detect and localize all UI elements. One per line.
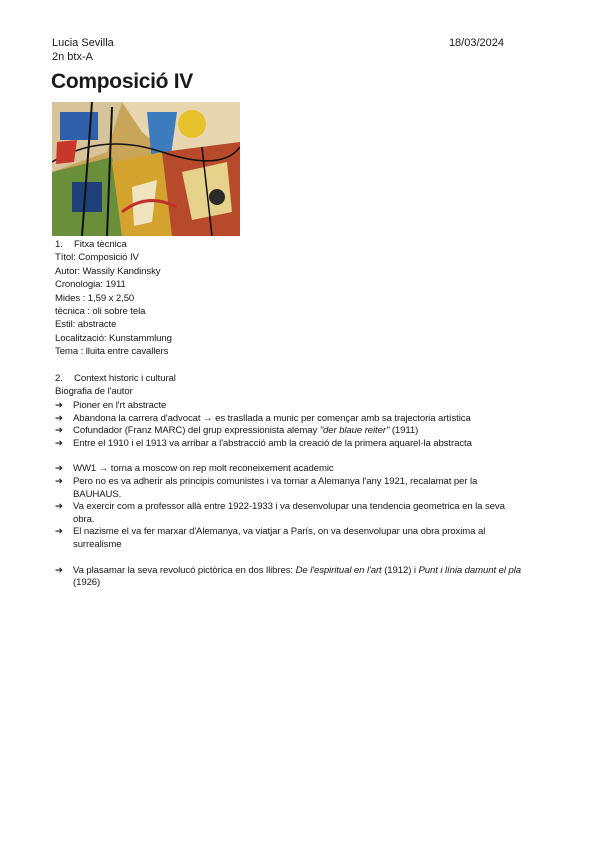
arrow-icon: ➔	[55, 501, 63, 513]
page-title: Composició IV	[51, 70, 193, 93]
document-date: 18/03/2024	[448, 37, 504, 49]
arrow-icon: ➔	[55, 437, 63, 449]
list-item: ➔ Abandona la carrera d'advocat → es trasllada a munic per començar amb sa trajectoria artística	[55, 412, 471, 424]
list-item: ➔ WW1 → torna a moscow on rep molt reconeixement academic	[55, 463, 334, 475]
section-context	[55, 372, 176, 399]
document-header	[52, 36, 504, 64]
arrow-icon: ➔	[55, 564, 63, 576]
sheet-line: Localització: Kunstammlung	[55, 332, 172, 344]
arrow-icon: ➔	[55, 425, 63, 437]
sheet-line: Estil: abstracte	[55, 319, 117, 331]
section-technical-sheet	[55, 238, 172, 359]
list-item: ➔ El nazisme el va fer marxar d'Alemanya, va viatjar a París, on va desenvolupar una obra proxima al surrealisme	[55, 526, 486, 550]
student-name: Lucia Sevilla	[52, 37, 114, 49]
student-class: 2n btx-A	[52, 51, 93, 63]
sheet-line: Títol: Composició IV	[55, 252, 139, 264]
list-item: ➔ Cofundador (Franz MARC) del grup expressionista alemay "der blaue reiter" (1911)	[55, 425, 419, 437]
sheet-line: Tema : lluita entre cavallers	[55, 346, 169, 358]
sheet-line: tècnica : oli sobre tela	[55, 306, 146, 318]
arrow-icon: ➔	[55, 400, 63, 411]
list-item: ➔ Pero no es va adherir als principis comunistes i va tornar a Alemanya l'any 1921, recalamat per la BAUHAUS.	[55, 475, 478, 500]
subheading: Biografia de l'autor	[55, 386, 133, 398]
sheet-line: Mides : 1,59 x 2,50	[55, 292, 135, 304]
section-heading: 1. Fitxa tècnica	[55, 239, 127, 250]
sheet-line: Cronologia: 1911	[55, 279, 126, 291]
arrow-icon: ➔	[55, 526, 63, 538]
section-heading: 2. Context historic i cultural	[55, 373, 176, 384]
arrow-icon: ➔	[55, 475, 63, 487]
list-item: ➔ Pioner en l'rt abstracte	[55, 400, 167, 411]
list-item: ➔ Entre el 1910 i el 1913 va arribar a l'abstracció amb la creació de la primera aquarel·la abstracta	[55, 437, 472, 449]
sheet-line: Autor: Wassily Kandinsky	[55, 265, 161, 277]
list-item: ➔ Va plasamar la seva revolucó pictòrica en dos llibres: De l'espiritual en l'art (1912) i Punt i línia damunt el pla (1926)	[55, 564, 521, 589]
list-item: ➔ Va exercir com a professor allà entre 1922-1933 i va desenvolupar una tendencia geometrica en la seva obra.	[55, 501, 505, 525]
kandinsky-painting-image	[52, 102, 240, 236]
arrow-icon: ➔	[55, 412, 63, 424]
biography-list	[55, 400, 525, 590]
arrow-icon: ➔	[55, 463, 63, 475]
